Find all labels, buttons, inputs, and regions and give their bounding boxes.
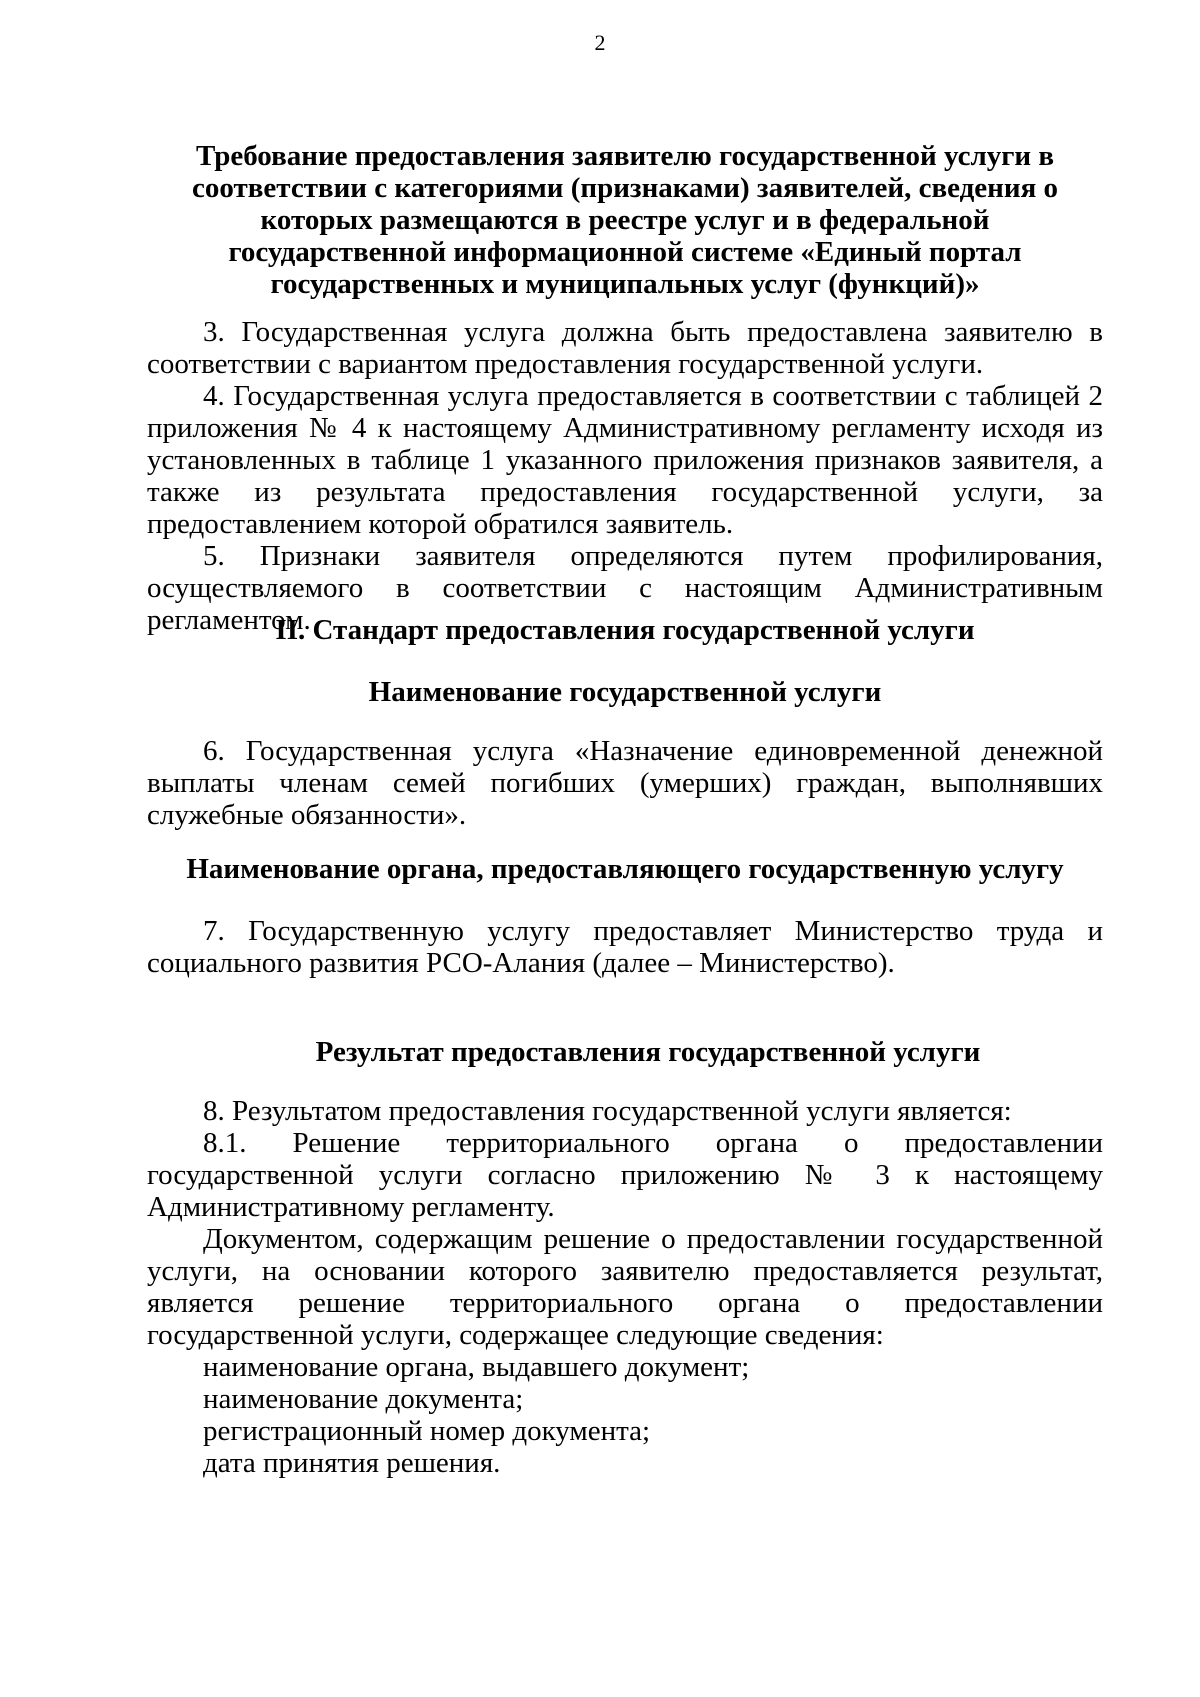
paragraph-8-1: 8.1. Решение территориального органа о предоставлении государственной услуги согласно приложению № 3 к настоящему Административному регламенту. bbox=[147, 1127, 1103, 1223]
heading-providing-organ: Наименование органа, предоставляющего государственную услугу bbox=[186, 853, 1064, 885]
section-service-name bbox=[147, 735, 1103, 831]
paragraph-7: 7. Государственную услугу предоставляет Министерство труда и социального развития РСО-Алания (далее – Министерство). bbox=[147, 915, 1103, 979]
list-item: наименование документа; bbox=[203, 1383, 524, 1415]
heading-service-result: Результат предоставления государственной услуги bbox=[315, 1036, 981, 1068]
paragraph-6: 6. Государственная услуга «Назначение единовременной денежной выплаты членам семей погибших (умерших) граждан, выполнявших служебные обязанности». bbox=[147, 735, 1103, 831]
paragraph-8: 8. Результатом предоставления государственной услуги является: bbox=[203, 1095, 1012, 1127]
paragraph-decision-document: Документом, содержащим решение о предоставлении государственной услуги, на основании которого заявителю предоставляется результат, является решение территориального органа о предоставлении государственной услуги, содержащее следующие сведения: bbox=[147, 1223, 1103, 1351]
section-service-result bbox=[147, 1095, 1103, 1479]
paragraph-4: 4. Государственная услуга предоставляется в соответствии с таблицей 2 приложения № 4 к настоящему Административному регламенту исходя из установленных в таблице 1 указанного приложения признаков заявителя, а также из результата предоставления государственной услуги, за предоставлением которой обратился заявитель. bbox=[147, 380, 1103, 540]
list-item: дата принятия решения. bbox=[203, 1447, 501, 1479]
paragraph-5: 5. Признаки заявителя определяются путем профилирования, осуществляемого в соответствии с настоящим Административным регламентом. bbox=[147, 540, 1103, 636]
list-item: регистрационный номер документа; bbox=[203, 1415, 651, 1447]
section-2-title: II. Стандарт предоставления государственной услуги bbox=[275, 614, 975, 646]
section-applicant-paragraphs bbox=[147, 316, 1103, 636]
heading-applicant-categories: Требование предоставления заявителю государственной услуги в соответствии с категориями (признаками) заявителей, сведения о которых размещаются в реестре услуг и в федеральной государственной информационной системе «Единый портал государственных и муниципальных услуг (функций)» bbox=[191, 140, 1059, 300]
list-item: наименование органа, выдавшего документ; bbox=[203, 1351, 750, 1383]
heading-service-name: Наименование государственной услуги bbox=[368, 676, 882, 708]
paragraph-3: 3. Государственная услуга должна быть предоставлена заявителю в соответствии с вариантом предоставления государственной услуги. bbox=[147, 316, 1103, 380]
section-providing-organ bbox=[147, 915, 1103, 979]
page-number: 2 bbox=[594, 30, 606, 55]
